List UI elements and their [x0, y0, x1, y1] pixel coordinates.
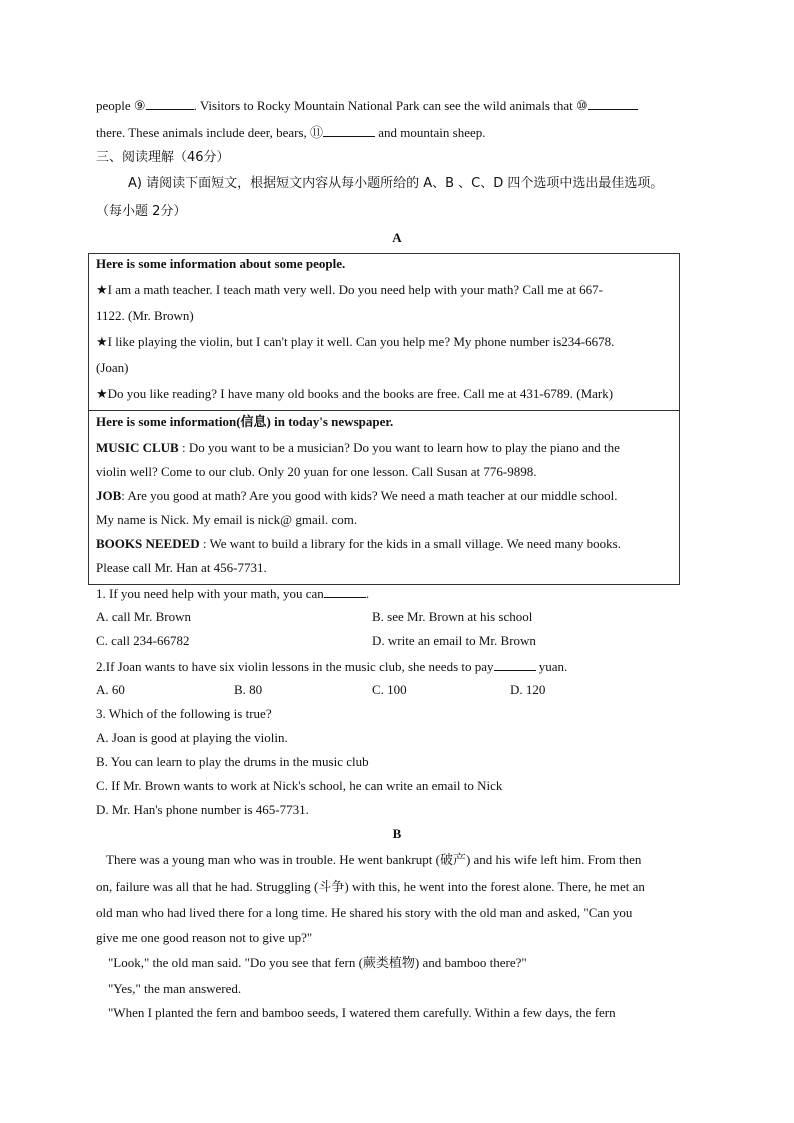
option-1c: C. call 234-66782: [96, 633, 190, 648]
ad-text-line: violin well? Come to our club. Only 20 yuan for one lesson. Call Susan at 776-9898.: [96, 464, 537, 479]
passage-b-line: on, failure was all that he had. Struggling (斗争) with this, he went into the forest alone. There, he met an: [96, 879, 645, 894]
option-1a: A. call Mr. Brown: [96, 609, 191, 624]
question-2: [96, 658, 567, 675]
box-heading-people: Here is some information about some people.: [96, 256, 346, 271]
fill-in-line-1: [96, 97, 638, 114]
info-box: [88, 253, 680, 585]
question-stem: 2.If Joan wants to have six violin lessons in the music club, she needs to pay: [96, 659, 494, 674]
box-heading-newspaper: Here is some information(信息) in today's newspaper.: [96, 414, 394, 429]
fill-in-text: there. These animals include deer, bears, ⑪: [96, 125, 324, 140]
info-item: ★Do you like reading? I have many old books and the books are free. Call me at 431-6789. (Mark): [96, 386, 614, 401]
question-stem-end: .: [365, 586, 370, 601]
ad-books-needed: [96, 536, 621, 552]
question-stem: 1. If you need help with your math, you can: [96, 586, 324, 601]
fill-in-text: . Visitors to Rocky Mountain National Park can see the wild animals that ⑩: [193, 98, 588, 113]
fill-in-text: people ⑨: [96, 98, 146, 113]
info-item: (Joan): [96, 360, 129, 375]
ad-text: : We want to build a library for the kids in a small village. We need many books.: [199, 536, 621, 551]
ad-music-club: [96, 440, 620, 456]
option-2d: D. 120: [510, 682, 546, 697]
passage-b-line: "When I planted the fern and bamboo seeds, I watered them carefully. Within a few days, the fern: [108, 1005, 616, 1020]
ad-title: JOB: [96, 488, 122, 503]
option-3a: A. Joan is good at playing the violin.: [96, 730, 288, 745]
ad-text: : Do you want to be a musician? Do you want to learn how to play the piano and the: [178, 440, 620, 455]
passage-a-label: A: [392, 230, 402, 245]
option-1b: B. see Mr. Brown at his school: [372, 609, 533, 624]
option-3d: D. Mr. Han's phone number is 465-7731.: [96, 802, 309, 817]
passage-b-line: old man who had lived there for a long time. He shared his story with the old man and asked, "Can you: [96, 905, 633, 920]
question-1: [96, 585, 369, 602]
answer-blank: [324, 585, 366, 598]
ad-text: : Are you good at math? Are you good with kids? We need a math teacher at our middle school.: [121, 488, 618, 503]
question-3: 3. Which of the following is true?: [96, 706, 272, 721]
ad-text-line: My name is Nick. My email is nick@ gmail. com.: [96, 512, 358, 527]
answer-blank-11: [323, 124, 375, 137]
option-2b: B. 80: [234, 682, 263, 697]
option-3b: B. You can learn to play the drums in the music club: [96, 754, 369, 769]
fill-in-line-2: [96, 124, 486, 141]
option-2a: A. 60: [96, 682, 125, 697]
ad-title: BOOKS NEEDED: [96, 536, 200, 551]
passage-b-label: B: [392, 826, 402, 841]
question-stem-end: yuan.: [535, 659, 568, 674]
passage-b-line: "Yes," the man answered.: [108, 981, 242, 996]
passage-b-line: There was a young man who was in trouble. He went bankrupt (破产) and his wife left him. From then: [106, 852, 642, 867]
instructions-line-2: （每小题 2分）: [96, 204, 187, 219]
fill-in-text: and mountain sheep.: [375, 125, 486, 140]
option-2c: C. 100: [372, 682, 407, 697]
option-1d: D. write an email to Mr. Brown: [372, 633, 536, 648]
answer-blank-9: [146, 97, 194, 110]
ad-job: [96, 488, 618, 504]
info-item: 1122. (Mr. Brown): [96, 308, 194, 323]
info-item: ★I like playing the violin, but I can't play it well. Can you help me? My phone number is234-6678.: [96, 334, 615, 349]
option-3c: C. If Mr. Brown wants to work at Nick's school, he can write an email to Nick: [96, 778, 503, 793]
passage-b-line: give me one good reason not to give up?": [96, 930, 313, 945]
ad-title: MUSIC CLUB: [96, 440, 179, 455]
ad-text-line: Please call Mr. Han at 456-7731.: [96, 560, 267, 575]
answer-blank: [494, 658, 536, 671]
passage-b-line: "Look," the old man said. "Do you see that fern (蕨类植物) and bamboo there?": [108, 955, 527, 970]
section-heading: 三、阅读理解（46分）: [96, 150, 230, 165]
box-divider: [89, 410, 679, 411]
answer-blank-10: [588, 97, 638, 110]
instructions-line-1: A) 请阅读下面短文，根据短文内容从每小题所给的 A、B 、C、D 四个选项中选出最佳选项。: [128, 176, 664, 191]
info-item: ★I am a math teacher. I teach math very well. Do you need help with your math? Call me at 667-: [96, 282, 603, 297]
